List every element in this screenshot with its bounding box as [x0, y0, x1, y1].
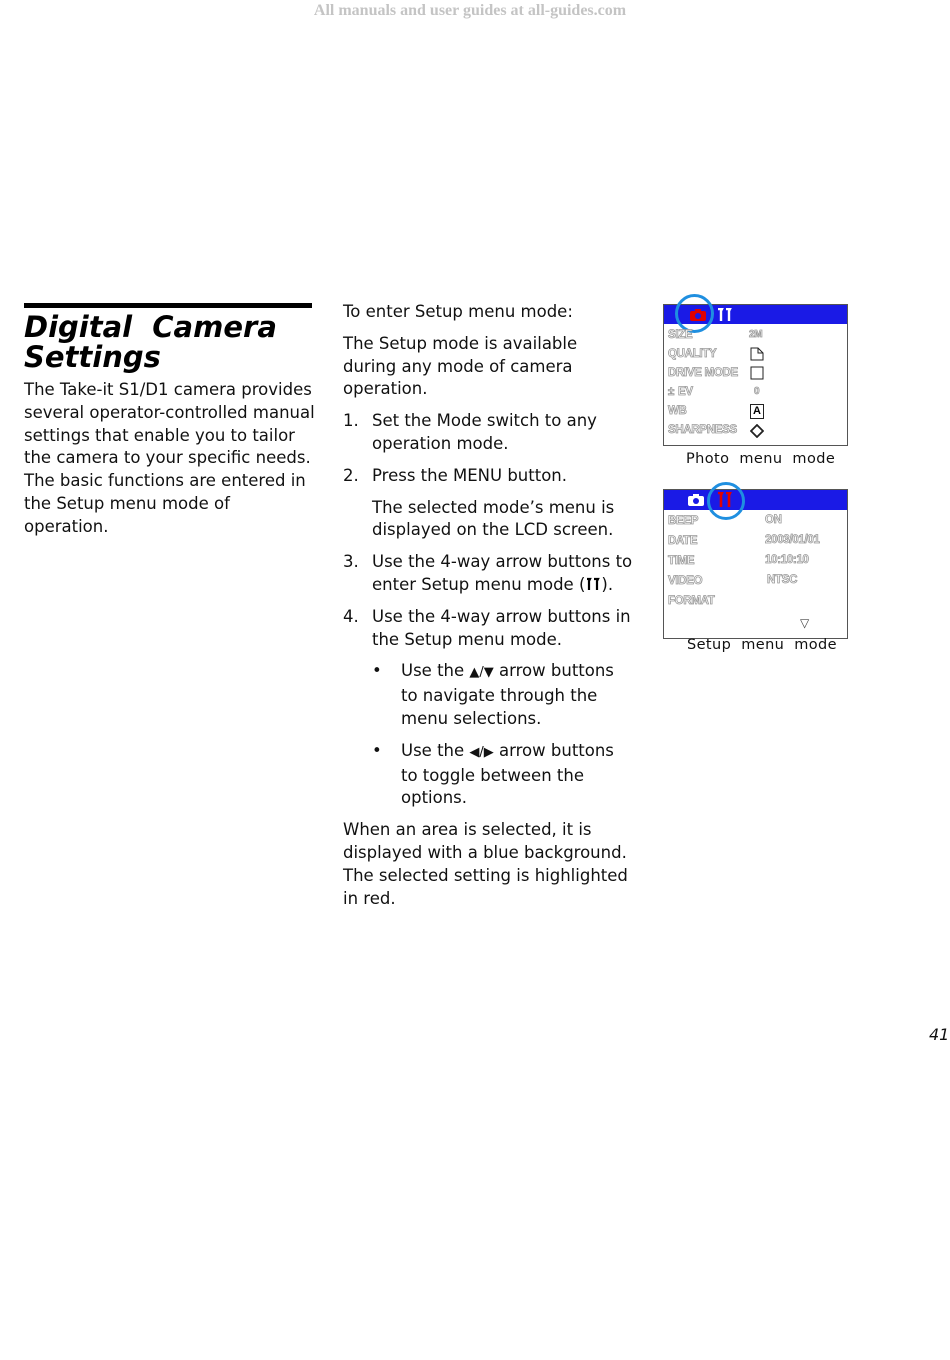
menu-value-beep: ON [765, 514, 782, 526]
step-text: Press the MENU button. [372, 465, 567, 485]
step-2 [343, 465, 635, 488]
setup-tools-icon [585, 577, 601, 591]
step-text: Set the Mode switch to any operation mode. [372, 411, 597, 453]
bullet-text: Use the [401, 661, 470, 681]
menu-label-beep: BEEP [668, 515, 699, 527]
step-text-end: ). [601, 574, 614, 594]
bullet-dot: • [372, 740, 382, 760]
menu-label-sharpness: SHARPNESS [668, 424, 737, 436]
step-number: 2. [343, 465, 359, 485]
photo-menu-screen [663, 304, 848, 446]
step-number: 4. [343, 606, 359, 626]
ev-symbol-icon: ± [668, 386, 675, 398]
availability-text: The Setup mode is available during any mode of camera operation. [343, 333, 578, 399]
setup-menu-caption: Setup menu mode [687, 637, 837, 653]
intro-paragraph: The Take-it S1/D1 camera provides several operator-controlled manual settings that enable you to tailor the camera to your specific needs. The basic functions are entered in the Setup menu mode of operation. [24, 380, 315, 536]
quality-icon [750, 347, 764, 361]
page-title [24, 312, 277, 372]
bullet-text-end: arrow buttons to toggle between the options. [401, 740, 614, 808]
menu-value-video: NTSC [767, 574, 798, 586]
title-rule [24, 303, 312, 308]
highlight-circle [707, 482, 745, 520]
menu-label-quality: QUALITY [668, 348, 717, 360]
step-number: 3. [343, 552, 359, 572]
step-1 [343, 410, 635, 456]
setup-menu-screen [663, 489, 848, 639]
step-3 [343, 551, 635, 597]
menu-value-ev: 0 [754, 386, 760, 397]
step-text: Use the 4-way arrow buttons in the Setup menu mode. [372, 606, 631, 649]
menu-label-format: FORMAT [668, 595, 715, 607]
step-number: 1. [343, 411, 359, 431]
menu-bar [664, 490, 847, 510]
lead-text: To enter Setup menu mode: [343, 302, 573, 321]
menu-label-time: TIME [668, 555, 695, 567]
menu-label-video: VIDEO [668, 575, 703, 587]
bullet-left-right [343, 740, 635, 810]
sharpness-icon [750, 424, 764, 438]
scroll-down-icon: ▽ [800, 616, 810, 630]
bullet-text-end: arrow buttons to navigate through the menu selections. [401, 661, 614, 728]
watermark: All manuals and user guides at all-guides.com [313, 2, 627, 19]
step-2-note: The selected mode’s menu is displayed on the LCD screen. [372, 497, 615, 540]
left-right-arrow-icon: ◀/▶ [469, 744, 494, 760]
closing-text: When an area is selected, it is displayed with a blue background. The selected setting is highlighted in red. [343, 820, 628, 908]
menu-value-size: 2M [749, 329, 763, 340]
menu-value-wb: A [750, 404, 764, 419]
highlight-circle [675, 294, 714, 333]
menu-label-wb: WB [668, 405, 687, 417]
menu-value-date: 2003/01/01 [765, 534, 820, 546]
camera-icon [687, 493, 705, 507]
menu-label-drive-mode: DRIVE MODE [668, 367, 738, 379]
menu-label-ev: EV [678, 386, 693, 398]
bullet-dot: • [372, 661, 382, 681]
step-4 [343, 606, 635, 652]
bullet-text: Use the [401, 740, 470, 760]
menu-label-size: SIZE [668, 329, 693, 341]
instructions-column [343, 301, 635, 919]
title-line-2: Settings [24, 340, 161, 374]
step-text: Use the 4-way arrow buttons to enter Setup menu mode ( [372, 552, 633, 594]
bullet-up-down [343, 660, 635, 730]
page-number: 41 [929, 1025, 950, 1044]
menu-label-date: DATE [668, 535, 698, 547]
menu-value-time: 10:10:10 [765, 554, 809, 566]
up-down-arrow-icon: ▲/▼ [469, 665, 494, 681]
drive-mode-icon [750, 366, 764, 380]
title-line-1: Digital Camera [24, 310, 277, 344]
photo-menu-caption: Photo menu mode [686, 451, 836, 467]
setup-tools-icon [716, 308, 734, 322]
